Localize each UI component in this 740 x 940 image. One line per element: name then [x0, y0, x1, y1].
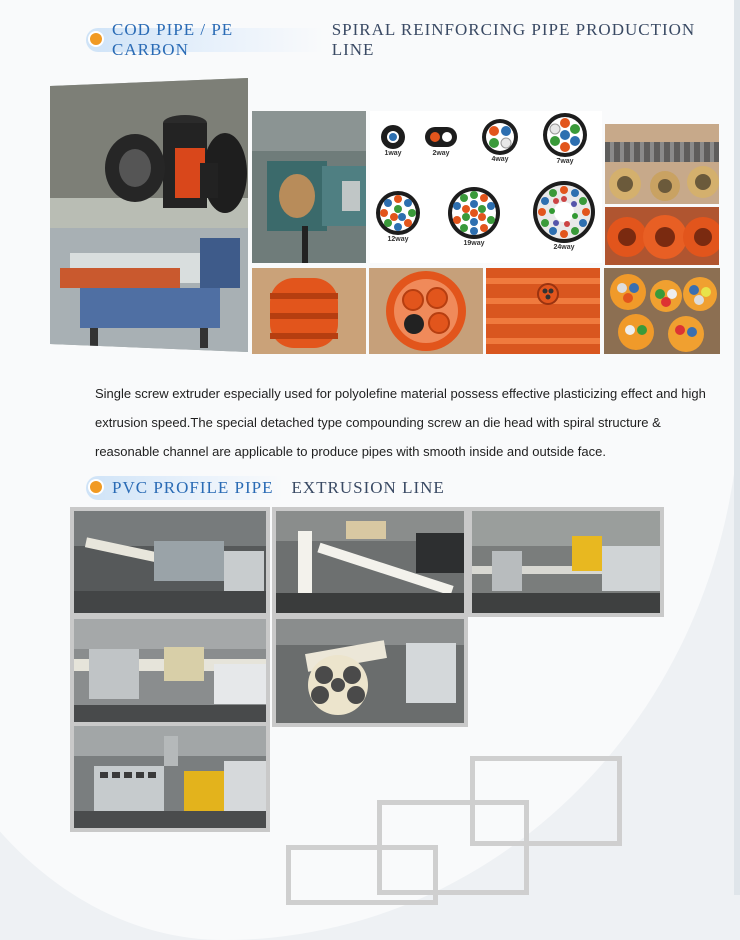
- pvc-line-photo-2: [272, 507, 468, 617]
- spiral-pipe-photo: [605, 124, 719, 204]
- decorative-frame: [286, 845, 438, 905]
- bullet-dot-icon: [90, 481, 102, 493]
- stacked-orange-pipes-photo: [486, 268, 600, 354]
- hole-config-7way: [540, 112, 590, 165]
- section1-title-rest: SPIRAL REINFORCING PIPE PRODUCTION LINE: [331, 20, 696, 59]
- hole-config-24way: [530, 180, 598, 251]
- description-paragraph: Single screw extruder especially used for polyolefine material possess effective plasticizing effect and high extrusion speed.The special detached type compounding screw an die head with spiral structure & reasonable channel are applicable to produce pipes with smooth inside and outside face.: [95, 386, 706, 459]
- hole-config-label: 1way: [384, 150, 402, 157]
- hole-config-label: 4way: [491, 156, 509, 163]
- hole-config-label: 7way: [556, 158, 574, 165]
- hole-config-19way: [446, 186, 502, 247]
- hole-config-label: 24way: [553, 244, 575, 251]
- section1-title-main: COD PIPE / PE CARBON: [112, 20, 234, 59]
- section2-heading: [86, 476, 445, 500]
- orange-coil-photo: [605, 207, 719, 265]
- hole-config-12way: [374, 190, 422, 243]
- pvc-line-photo-6: [70, 722, 270, 832]
- hole-config-label: 19way: [463, 240, 485, 247]
- pvc-line-photo-1: [70, 507, 270, 617]
- section2-title-rest: EXTRUSION LINE: [291, 478, 445, 497]
- hole-config-label: 2way: [432, 150, 450, 157]
- multi-bore-pipe-end-photo: [369, 268, 483, 354]
- hole-config-2way: [424, 124, 458, 157]
- cod-pipe-machine-photo: [50, 78, 248, 352]
- extruder-photo: [252, 111, 366, 263]
- bullet-dot-icon: [90, 33, 102, 45]
- page-edge: [734, 0, 740, 895]
- corrugated-pipe-photo: [252, 268, 366, 354]
- hole-config-1way: [378, 124, 408, 157]
- section2-heading-bar: [86, 476, 283, 500]
- hole-config-4way: [480, 118, 520, 163]
- colored-subducts-photo: [604, 268, 720, 354]
- section1-heading: [86, 20, 740, 60]
- hole-config-label: 12way: [387, 236, 409, 243]
- pvc-line-photo-4: [70, 615, 270, 727]
- section2-title-main: PVC PROFILE PIPE: [112, 478, 274, 497]
- pvc-line-photo-3: [468, 507, 664, 617]
- pvc-line-photo-5: [272, 615, 468, 727]
- section1-heading-bar: [86, 20, 324, 59]
